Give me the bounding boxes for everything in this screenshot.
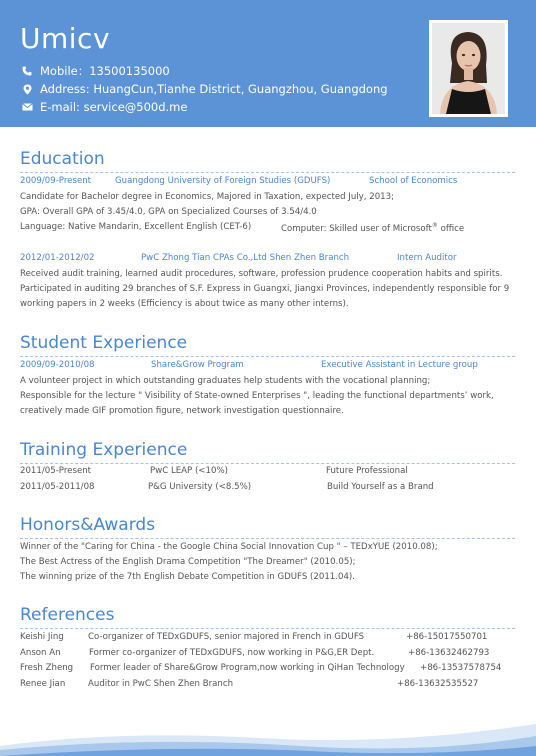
training-row-2-org: P&G University (<8.5%) bbox=[148, 482, 252, 492]
reference-4-name: Renee Jian bbox=[20, 679, 66, 689]
mobile-text: Mobile：13500135000 bbox=[40, 64, 170, 78]
edu1-language: Language: Native Mandarin, Excellent English (CET-6) bbox=[20, 222, 252, 232]
student-line-1: A volunteer project in which outstanding graduates help students with the vocational planning; bbox=[20, 376, 431, 386]
training-row-2-course: Build Yourself as a Brand bbox=[327, 482, 434, 492]
reference-1-desc: Co-organizer of TEDxGDUFS, senior majored in French in GDUFS bbox=[88, 632, 365, 642]
reference-3-desc: Former leader of Share&Grow Program,now working in QiHan Technology bbox=[90, 663, 405, 673]
student-line-2: Responsible for the lecture " Visibility of State-owned Enterprises ", leading the functional departments’ work, bbox=[20, 391, 494, 401]
footer-waves bbox=[0, 716, 536, 756]
education-divider bbox=[20, 172, 515, 173]
edu2-role: Intern Auditor bbox=[397, 253, 457, 263]
reference-1-phone: +86-15017550701 bbox=[406, 632, 488, 642]
student-line-3: creatively made GIF promotion figure, network investigation questionnaire. bbox=[20, 406, 344, 416]
resume-header bbox=[0, 0, 536, 127]
edu1-degree-line: Candidate for Bachelor degree in Economics, Majored in Taxation, expected July, 2013; bbox=[20, 192, 394, 202]
student-date: 2009/09-2010/08 bbox=[20, 360, 95, 370]
reference-2-name: Anson An bbox=[20, 648, 61, 658]
address-line bbox=[20, 81, 388, 97]
training-row-1-org: PwC LEAP (<10%) bbox=[150, 466, 228, 476]
reference-2-desc: Former co-organizer of TEDxGDUFS, now working in P&G,ER Dept. bbox=[89, 648, 375, 658]
student-role: Executive Assistant in Lecture group bbox=[321, 360, 478, 370]
honor-1: Winner of the "Caring for China - the Google China Social Innovation Cup " – TEDxYUE (2010.08); bbox=[20, 542, 438, 552]
student-divider bbox=[20, 356, 515, 357]
profile-photo bbox=[429, 20, 508, 117]
edu1-school: Guangdong University of Foreign Studies (GDUFS) bbox=[115, 176, 331, 186]
training-row-2-date: 2011/05-2011/08 bbox=[20, 482, 95, 492]
phone-icon bbox=[20, 66, 34, 76]
training-divider bbox=[20, 463, 515, 464]
email-line bbox=[20, 99, 187, 115]
address-text: Address: HuangCun,Tianhe District, Guangzhou, Guangdong bbox=[40, 82, 388, 96]
candidate-name: Umicv bbox=[20, 22, 111, 55]
student-org: Share&Grow Program bbox=[151, 360, 244, 370]
email-text: E-mail: service@500d.me bbox=[40, 100, 188, 114]
edu2-line-2: Participated in auditing 29 branches of S.F. Express in Guangxi, Jiangxi Provinces, independently responsible for 9 bbox=[20, 284, 510, 294]
reference-4-phone: +86-13632535527 bbox=[397, 679, 479, 689]
reference-3-phone: +86-13537578754 bbox=[420, 663, 502, 673]
mobile-line bbox=[20, 63, 170, 79]
location-icon bbox=[20, 84, 34, 95]
mail-icon bbox=[20, 103, 34, 111]
reference-4-desc: Auditor in PwC Shen Zhen Branch bbox=[88, 679, 234, 689]
honor-3: The winning prize of the 7th English Debate Competition in GDUFS (2011.04). bbox=[20, 572, 356, 582]
honors-title: Honors&Awards bbox=[20, 515, 156, 535]
references-divider bbox=[20, 628, 515, 629]
references-title: References bbox=[20, 605, 115, 625]
edu1-dept: School of Economics bbox=[369, 176, 458, 186]
training-title: Training Experience bbox=[20, 440, 188, 460]
edu2-date: 2012/01-2012/02 bbox=[20, 253, 95, 263]
reference-2-phone: +86-13632462793 bbox=[408, 648, 490, 658]
honor-2: The Best Actress of the English Drama Competition "The Dreamer" (2010.05); bbox=[20, 557, 356, 567]
honors-divider bbox=[20, 538, 515, 539]
training-row-1-date: 2011/05-Present bbox=[20, 466, 92, 476]
edu2-company: PwC Zhong Tian CPAs Co.,Ltd Shen Zhen Branch bbox=[141, 253, 350, 263]
training-row-1-course: Future Professional bbox=[326, 466, 408, 476]
edu1-date: 2009/09-Present bbox=[20, 176, 92, 186]
edu1-gpa-line: GPA: Overall GPA of 3.45/4.0, GPA on Specialized Courses of 3.54/4.0 bbox=[20, 207, 317, 217]
education-title: Education bbox=[20, 149, 105, 169]
reference-3-name: Fresh Zheng bbox=[20, 663, 74, 673]
student-title: Student Experience bbox=[20, 333, 188, 353]
reference-1-name: Keishi Jing bbox=[20, 632, 64, 642]
edu2-line-1: Received audit training, learned audit procedures, software, profession prudence cooperation habits and spirits. bbox=[20, 269, 503, 279]
edu2-line-3: working papers in 2 weeks (Efficiency is about twice as many other interns). bbox=[20, 299, 349, 309]
edu1-computer: Computer: Skilled user of Microsoft® office bbox=[281, 222, 465, 234]
